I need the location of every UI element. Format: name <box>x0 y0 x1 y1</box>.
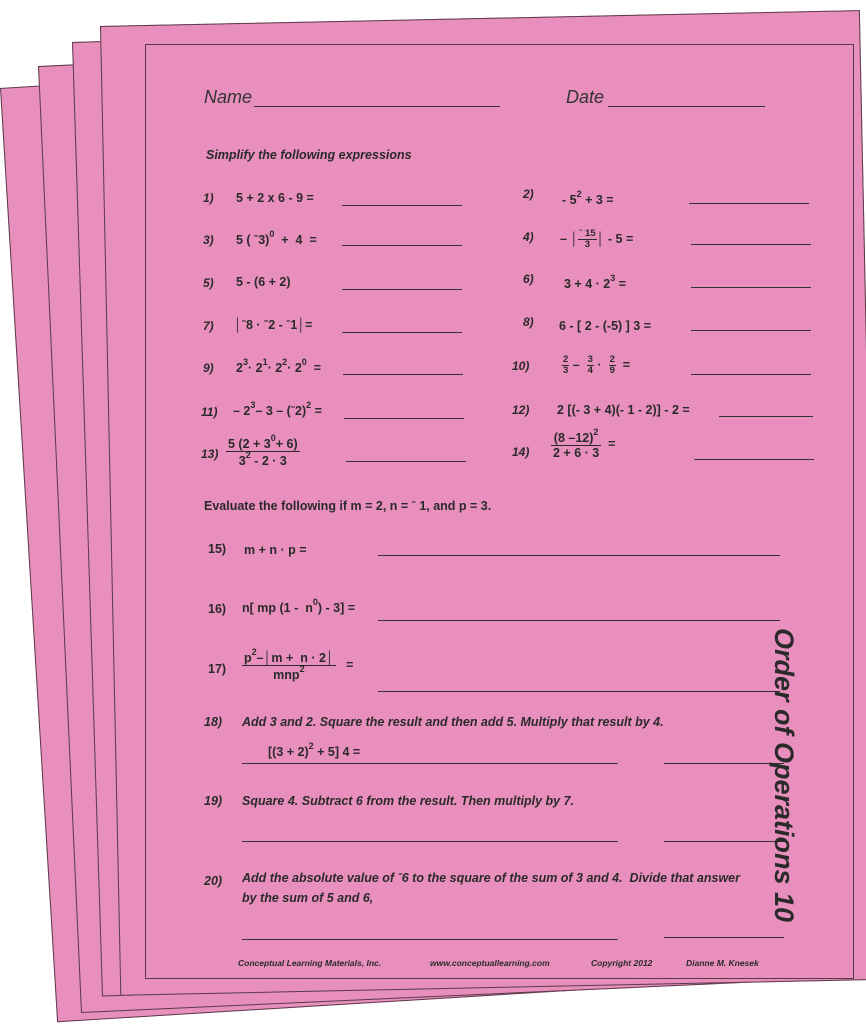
problem-10-expression: $\frac{2}{3}$ – $\frac{3}{4}$ · $\frac{2}{9}$ = <box>563 354 631 376</box>
work-line-20[interactable] <box>242 939 618 940</box>
footer-website: www.conceptuallearning.com <box>430 958 550 968</box>
problem-16-expression: n[ mp $(1 - n^0) - 3$] = <box>242 597 356 616</box>
problem-number: 9) <box>203 361 214 375</box>
problem-8-expression: 6 - [ 2 - (-5) ] 3 = <box>559 319 652 333</box>
answer-blank-20[interactable] <box>664 937 784 938</box>
problem-number: 12) <box>512 403 530 417</box>
problem-number: 2) <box>523 187 534 201</box>
problem-5-expression: 5 - (6 + 2) <box>236 275 291 289</box>
answer-blank-19[interactable] <box>664 841 784 842</box>
answer-blank-3[interactable] <box>342 245 462 246</box>
problem-number: 16) <box>208 602 227 616</box>
problem-number: 10) <box>512 359 530 373</box>
answer-line-17[interactable] <box>378 691 780 692</box>
answer-line-15[interactable] <box>378 555 780 556</box>
side-title: Order of Operations 10 <box>769 628 799 923</box>
name-label: Name <box>204 87 253 107</box>
problem-14-expression: $\frac{(8 -12)^2}{2 + 6 \cdot 3}$ = <box>553 427 616 461</box>
problem-2-expression: - $5^2 + 3$ = <box>562 189 614 208</box>
problem-20-text: Add the absolute value of ˉ6 to the square of the sum of 3 and 4. Divide that answer <box>242 871 740 885</box>
answer-blank-18[interactable] <box>664 763 784 764</box>
answer-blank-8[interactable] <box>691 330 811 331</box>
answer-blank-10[interactable] <box>691 374 811 375</box>
problem-number: 17) <box>208 662 227 676</box>
answer-blank-12[interactable] <box>719 416 813 417</box>
section-2-instruction: Evaluate the following if m = 2, n = ˉ 1, and p = 3. <box>204 499 492 513</box>
worksheet-page <box>145 44 854 979</box>
problem-3-expression: 5 ( ˉ3)$^0$ + 4 = <box>236 229 317 248</box>
answer-blank-5[interactable] <box>342 289 462 290</box>
problem-number: 11) <box>201 405 218 419</box>
work-line-19[interactable] <box>242 841 618 842</box>
footer-copyright: Copyright 2012 <box>591 958 653 968</box>
problem-20-text-line-2: by the sum of 5 and 6, <box>242 891 374 905</box>
problem-number: 20) <box>204 874 223 888</box>
answer-blank-7[interactable] <box>342 332 462 333</box>
date-field[interactable] <box>608 106 765 107</box>
problem-number: 1) <box>203 191 214 205</box>
name-field[interactable] <box>254 106 500 107</box>
problem-number: 18) <box>204 715 223 729</box>
problem-9-expression: $2^3\cdot 2^1\cdot 2^2\cdot 2^0$ = <box>236 357 322 376</box>
problem-number: 13) <box>201 447 219 461</box>
problem-number: 7) <box>203 319 214 333</box>
answer-blank-9[interactable] <box>343 374 463 375</box>
problem-12-expression: 2 [(- 3 + 4)(- 1 - 2)] - 2 = <box>557 403 690 417</box>
answer-line-16[interactable] <box>378 620 780 621</box>
problem-number: 4) <box>523 230 534 244</box>
problem-11-expression: – $2^3-$ 3 – (ˉ2)$^2$ = <box>233 400 322 419</box>
problem-7-expression: │ˉ8 · ˉ2 - ˉ1│= <box>234 318 313 332</box>
problem-number: 19) <box>204 794 223 808</box>
footer-publisher: Conceptual Learning Materials, Inc. <box>238 958 382 968</box>
answer-blank-11[interactable] <box>344 418 464 419</box>
problem-number: 6) <box>523 272 534 286</box>
answer-blank-14[interactable] <box>694 459 814 460</box>
problem-number: 15) <box>208 542 227 556</box>
problem-number: 8) <box>523 315 534 329</box>
problem-number: 3) <box>203 233 214 247</box>
problem-number: 14) <box>512 445 530 459</box>
problem-18-setup: $[(3 + 2)^2 + 5]$ 4 = <box>268 741 361 760</box>
problem-15-expression: m + n · p = <box>244 543 307 557</box>
answer-blank-4[interactable] <box>691 244 811 245</box>
problem-6-expression: $3 + 4 \cdot 2^3$ = <box>564 273 627 292</box>
work-line-18[interactable] <box>242 763 618 764</box>
problem-13-expression: $\frac{5 (2 + 3^0+ 6)}{3^2 - 2 \cdot 3}$ <box>228 433 298 469</box>
answer-blank-6[interactable] <box>691 287 811 288</box>
date-label: Date <box>566 87 605 107</box>
section-1-instruction: Simplify the following expressions <box>206 148 412 162</box>
problem-19-text: Square 4. Subtract 6 from the result. Then multiply by 7. <box>242 794 575 808</box>
problem-18-text: Add 3 and 2. Square the result and then add 5. Multiply that result by 4. <box>242 715 664 729</box>
problem-number: 5) <box>203 276 214 290</box>
answer-blank-13[interactable] <box>346 461 466 462</box>
answer-blank-2[interactable] <box>689 203 809 204</box>
footer-author: Dianne M. Knesek <box>686 958 759 968</box>
problem-1-expression: 5 + 2 x 6 - 9 = <box>236 191 314 205</box>
problem-4-expression: – │ ˉ 15 3 │ - 5 = <box>560 228 634 250</box>
answer-blank-1[interactable] <box>342 205 462 206</box>
problem-17-expression: $\frac{p^2-│m + n \cdot 2│}{mnp^2}$ = <box>244 647 354 683</box>
